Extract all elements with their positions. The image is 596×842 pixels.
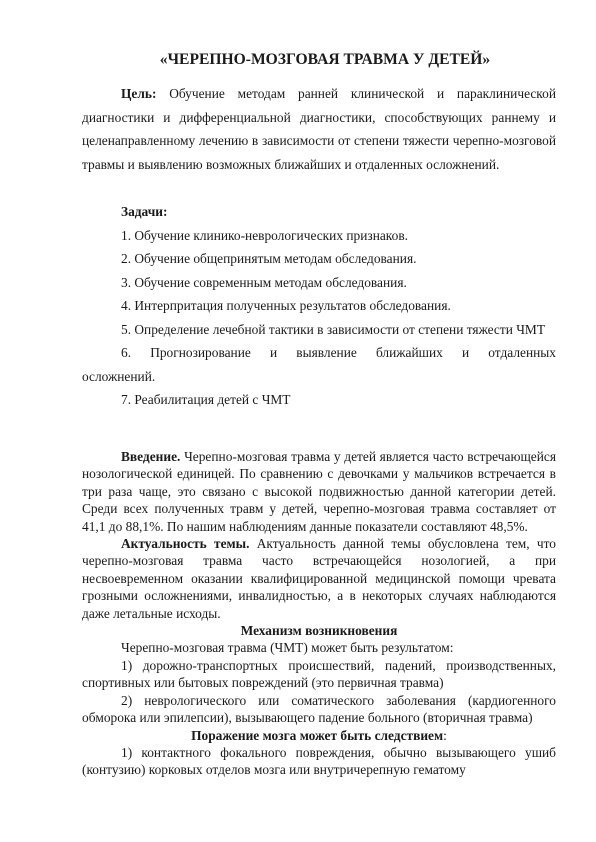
task-item-4: 4. Интерпритация полученных результатов обследования. <box>121 298 451 313</box>
task-item-2: 2. Обучение общепринятым методам обследования. <box>121 251 417 266</box>
intro-text: Черепно-мозговая травма у детей является часто встречающейся нозологической единицей. По сравнению с девочками у мальчиков встречается в три раза чаще, это связано с высокой подвижностью данной категории детей. Среди всех полученных травм у детей, черепно-мозговая травма составляет от 41,1 до 88,1%. По нашим наблюдениям данные показатели составляют 48,5%. <box>82 449 556 534</box>
intro-label: Введение. <box>121 449 181 464</box>
tasks-section <box>82 200 556 412</box>
relevance-paragraph <box>82 535 556 622</box>
goal-text: Обучение методам ранней клинической и параклинической диагностики и дифференциальной диагностики, способствующих раннему и целенаправленному лечению в зависимости от степени тяжести черепно-мозговой травмы и выявлению возможных ближайших и отдаленных осложнений. <box>82 86 556 172</box>
damage-item-1: 1) контактного фокального повреждения, обычно вызывающего ушиб (контузию) корковых отделов мозга или внутричерепную гематому <box>82 744 556 778</box>
goal-label: Цель: <box>121 86 157 101</box>
mechanism-item-1: 1) дорожно-транспортных происшествий, падений, производственных, спортивных или бытовых повреждений (это первичная травма) <box>82 657 556 691</box>
mechanism-item-2: 2) неврологического или соматического заболевания (кардиогенного обморока или эпилепсии), вызывающего падение больного (вторичная травма) <box>82 692 556 726</box>
page-title: «ЧЕРЕПНО-МОЗГОВАЯ ТРАВМА У ДЕТЕЙ» <box>159 51 491 68</box>
mechanism-heading: Механизм возникновения <box>240 623 398 639</box>
damage-heading-text: Поражение мозга может быть следствием <box>191 727 444 743</box>
body-section <box>82 448 556 779</box>
goal-section <box>82 82 556 176</box>
task-6-word: Прогнозирование <box>150 345 251 360</box>
task-6-word: выявление <box>296 345 357 360</box>
task-item-6-tail: осложнений. <box>82 368 156 384</box>
tasks-label-text: Задачи: <box>121 204 168 219</box>
task-item-7: 7. Реабилитация детей с ЧМТ <box>121 392 291 407</box>
task-6-word: и <box>461 345 470 360</box>
tasks-label <box>82 200 556 224</box>
relevance-label: Актуальность темы. <box>121 536 250 552</box>
intro-paragraph <box>82 448 556 535</box>
damage-heading-colon: : <box>443 727 447 743</box>
goal-paragraph <box>82 82 556 176</box>
task-6-word: и <box>269 345 278 360</box>
task-item-3: 3. Обучение современным методам обследования. <box>121 274 407 290</box>
task-item-5: 5. Определение лечебной тактики в зависимости от степени тяжести ЧМТ <box>121 321 546 337</box>
task-6-word: 6. <box>121 345 132 360</box>
task-6-word: отдаленных <box>488 345 556 360</box>
task-item-6 <box>82 341 556 365</box>
task-item-1: 1. Обучение клинико-неврологических признаков. <box>121 227 408 243</box>
relevance-text: Актуальность данной темы обусловлена тем, что черепно-мозговая травма часто встречающейся нозологией, а при несвоевременном оказании квалифицированной медицинской помощи чревата грозными осложнениями, инвалидностью, а в некоторых случаях наблюдаются даже летальные исходы. <box>82 536 556 621</box>
mechanism-lead: Черепно-мозговая травма (ЧМТ) может быть результатом: <box>121 640 454 656</box>
damage-heading <box>82 727 556 744</box>
task-6-word: ближайших <box>375 345 443 360</box>
